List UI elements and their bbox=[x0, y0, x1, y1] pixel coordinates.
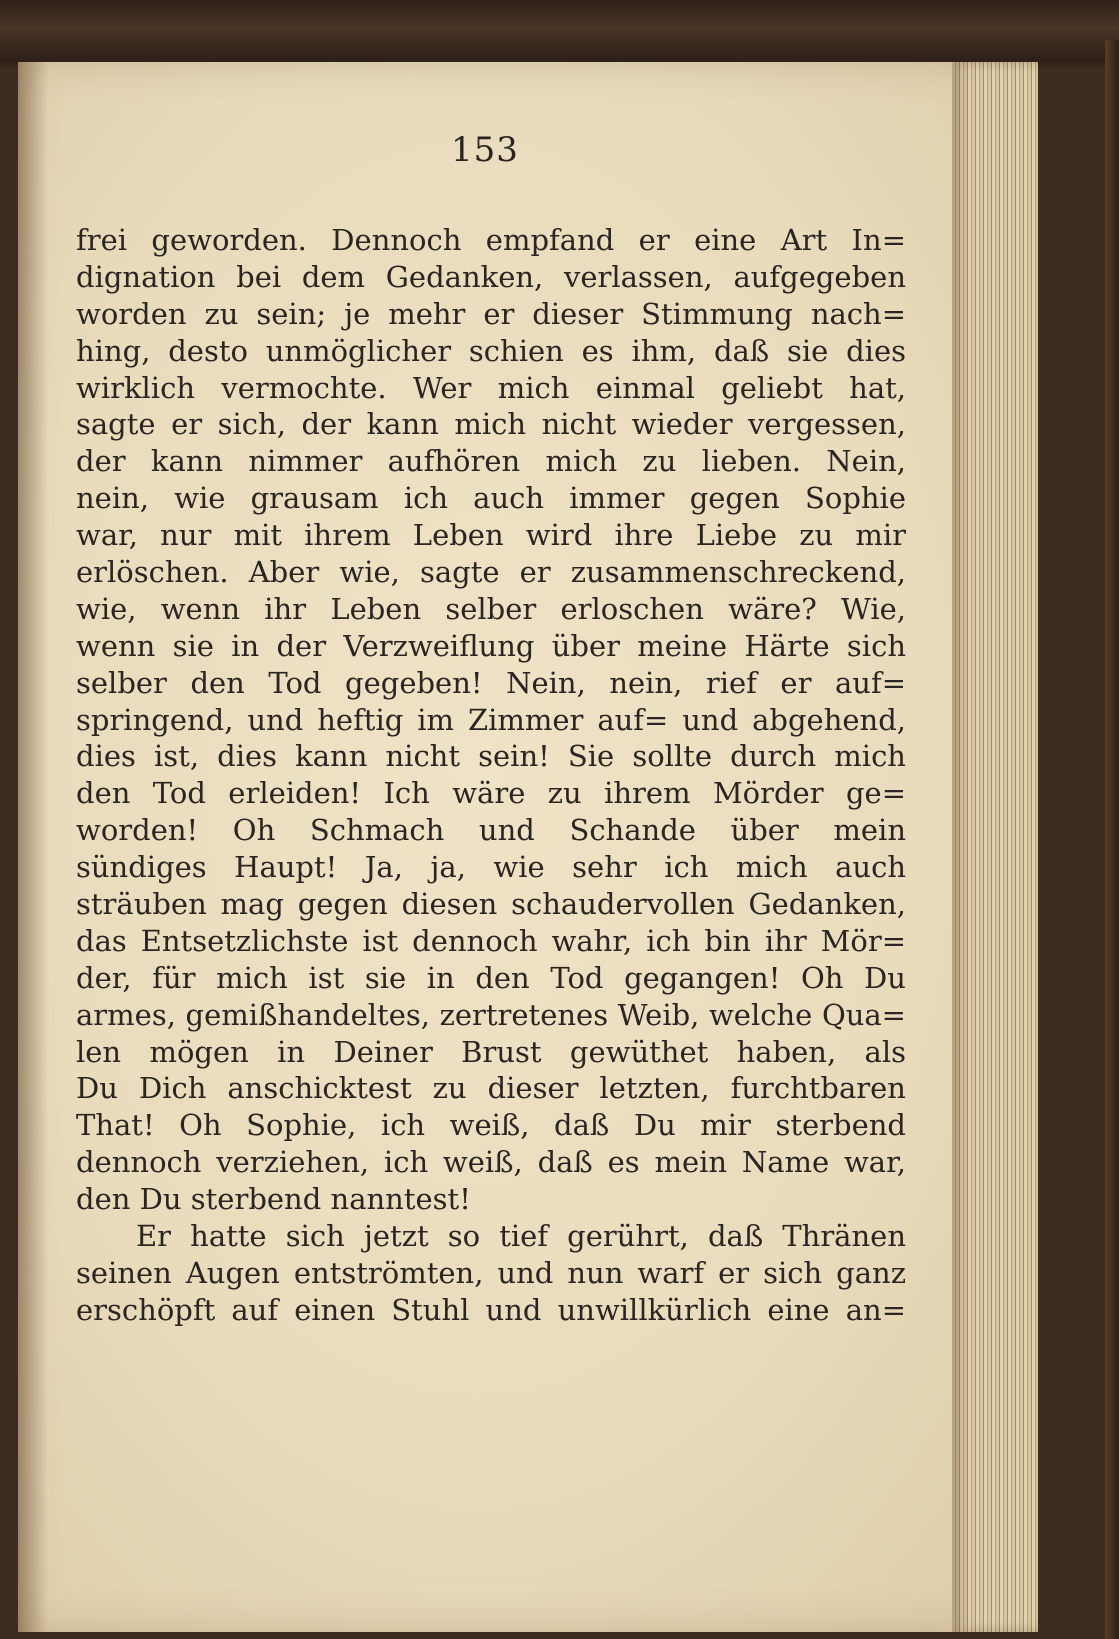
text-line: Du Dich anschicktest zu dieser letzten, furchtbaren bbox=[76, 1071, 906, 1106]
text-line: das Entsetzlichste ist dennoch wahr, ich bin ihr Mör= bbox=[76, 923, 906, 958]
text-line: nein, wie grausam ich auch immer gegen Sophie bbox=[76, 481, 906, 516]
text-line: wirklich vermochte. Wer mich einmal geliebt hat, bbox=[76, 370, 906, 405]
text-line: worden! Oh Schmach und Schande über mein bbox=[76, 813, 906, 848]
text-line: den Tod erleiden! Ich wäre zu ihrem Mörder ge= bbox=[76, 776, 906, 811]
text-line: erschöpft auf einen Stuhl und unwillkürlich eine an= bbox=[76, 1292, 906, 1327]
text-line: erlöschen. Aber wie, sagte er zusammenschreckend, bbox=[76, 555, 906, 590]
text-line: der, für mich ist sie in den Tod gegangen! Oh Du bbox=[76, 960, 906, 995]
text-line: That! Oh Sophie, ich weiß, daß Du mir sterbend bbox=[76, 1108, 906, 1143]
text-line: wenn sie in der Verzweiflung über meine Härte sich bbox=[76, 628, 906, 663]
text-line: worden zu sein; je mehr er dieser Stimmung nach= bbox=[76, 296, 906, 331]
text-line: sträuben mag gegen diesen schaudervollen Gedanken, bbox=[76, 887, 906, 922]
text-line: wie, wenn ihr Leben selber erloschen wäre? Wie, bbox=[76, 591, 906, 626]
text-line: armes, gemißhandeltes, zertretenes Weib, welche Qua= bbox=[76, 997, 906, 1032]
text-line: war, nur mit ihrem Leben wird ihre Liebe zu mir bbox=[76, 518, 906, 553]
book-cover-edge bbox=[1105, 40, 1119, 1639]
text-line: seinen Augen entströmten, und nun warf er sich ganz bbox=[76, 1255, 906, 1290]
text-line: sagte er sich, der kann mich nicht wieder vergessen, bbox=[76, 407, 906, 442]
text-line: springend, und heftig im Zimmer auf= und abgehend, bbox=[76, 702, 906, 737]
text-line: dies ist, dies kann nicht sein! Sie sollte durch mich bbox=[76, 739, 906, 774]
text-line: frei geworden. Dennoch empfand er eine Art In= bbox=[76, 223, 906, 257]
text-line-paragraph-start: Er hatte sich jetzt so tief gerührt, daß Thränen bbox=[136, 1219, 906, 1254]
page-edges bbox=[952, 62, 1038, 1632]
body-text bbox=[76, 222, 906, 1329]
text-line-paragraph-end: den Du sterbend nanntest! bbox=[76, 1182, 471, 1217]
page-number: 153 bbox=[451, 130, 519, 170]
text-line: der kann nimmer aufhören mich zu lieben. Nein, bbox=[76, 444, 906, 479]
text-line: selber den Tod gegeben! Nein, nein, rief er auf= bbox=[76, 665, 906, 700]
text-line: dignation bei dem Gedanken, verlassen, aufgegeben bbox=[76, 259, 906, 294]
text-line: dennoch verziehen, ich weiß, daß es mein Name war, bbox=[76, 1145, 906, 1180]
text-line: hing, desto unmöglicher schien es ihm, daß sie dies bbox=[76, 333, 906, 368]
spine-shadow bbox=[18, 62, 48, 1632]
text-line: len mögen in Deiner Brust gewüthet haben, als bbox=[76, 1034, 906, 1069]
text-line: sündiges Haupt! Ja, ja, wie sehr ich mich auch bbox=[76, 850, 906, 885]
